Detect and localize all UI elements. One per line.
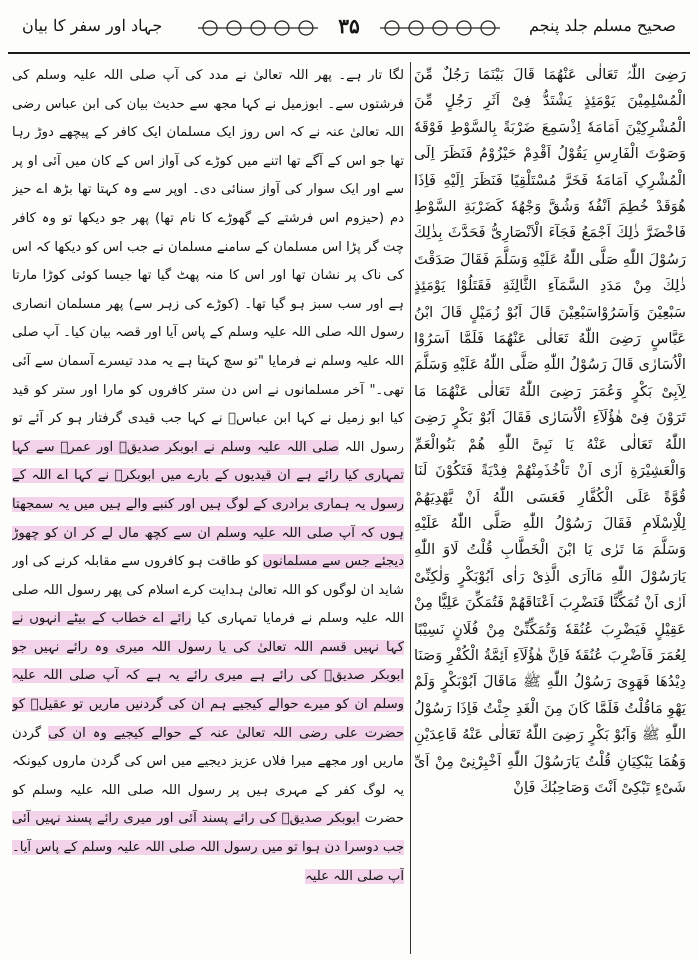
page-header [8,6,690,54]
urdu-column [12,62,404,954]
book-volume-title: صحیح مسلم جلد پنجم [529,16,676,35]
urdu-paragraph: لگا تار ہے۔ پھر اللہ تعالیٰ نے مدد کی آپ صلی اللہ علیہ وسلم کی فرشتوں سے۔ ابوزمیل نے کہا مجھ سے حدیث بیان کی ابن عباس رضی اللہ تعالیٰ عنہ نے کہ اس روز ایک مسلمان ایک کافر کے پیچھے دوڑ رہا تھا جو اس کے آگے تھا اتنے میں کوڑے کی آواز اس کے کان میں آئی او پر سے اور ایک سوار کی آواز سنائی دی۔ اوپر سے وہ کہتا تھا بڑھ اے حیز دم (حیزوم اس فرشتے کے گھوڑے کا نام تھا) پھر جو دیکھا تو وہ کافر چت گر پڑا اس مسلمان کے سامنے مسلمان نے جب اس کو دیکھا کہ اس کی ناک پر نشان تھا اور اس کا منہ پھٹ گیا تھا جیسا کوئی کوڑا مارتا ہے اور سب سبز ہو گیا تھا۔ (کوڑے کی زہر سے) پھر مسلمان انصاری رسول اللہ صلی اللہ علیہ وسلم کے پاس آیا اور قصہ بیان کیا۔ آپ صلی اللہ علیہ وسلم نے فرمایا "تو سچ کہتا ہے یہ مدد تیسرے آسمان سے آئی تھی۔" آخر مسلمانوں نے اس دن ستر کافروں کو مارا اور ستر کو قید کیا ابو زمیل نے کہا ابن عباسؓ نے کہا جب قیدی گرفتار ہو کر آئے تو رسول اللہ [12,68,404,455]
highlighted-passage: صلی اللہ علیہ وسلم نے ابوبکر صدیقؓ اور عمرؓ سے کہا تمہاری کیا رائے ہے ان قیدیوں کے بارے میں ابوبکرؓ نے کہا اے اللہ کے رسول یہ ہماری برادری کے لوگ ہیں اور کنبے والے ہیں میں یہ سمجھتا ہوں کہ آپ صلی اللہ علیہ وسلم ان سے کچھ مال لے کر ان کو چھوڑ دیجئے جس سے مسلمانوں [12,439,404,570]
page-number: ۳۵ [338,14,360,38]
highlighted-passage: ابوبکر صدیقؓ کی رائے پسند آئی اور میری رائے پسند نہیں آئی جب دوسرا دن ہوا تو میں رسول اللہ صلی اللہ علیہ وسلم کے پاس آیا۔ آپ صلی اللہ علیہ [12,811,404,884]
urdu-translation [12,62,404,891]
decorative-ornament-icon [198,12,318,44]
column-divider [410,62,411,954]
text-columns [8,62,690,954]
chapter-title: جہاد اور سفر کا بیان [22,16,163,35]
urdu-paragraph: کو طاقت ہو کافروں سے مقابلہ کرنے کی اور شاید ان لوگوں کو اللہ تعالیٰ ہدایت کرے اسلام کی پھر رسول اللہ صلی اللہ علیہ وسلم نے فرمایا تمہاری کیا [12,554,404,627]
arabic-hadith-text: رَضِیَ اللّٰہُ تَعَالٰی عَنْھُمَا قَالَ بَیْنَمَا رَجُلٌ مِّنَ الْمُسْلِمِیْنَ یَوْمَئِذٍ یَشْتَدُّ فِیْ اَثَرِ رَجُلٍ مِّنَ الْمُشْرِکِیْنَ اَمَامَهٗ اِذْسَمِعَ ضَرْبَةً بِالسَّوْطِ فَوْقَهٗ وَصَوْتَ الْفَارِسِ یَقُوْلُ اَقْدِمْ حَیْزُوْمُ فَنَظَرَ اِلَی الْمُشْرِکِ اَمَامَهٗ فَخَرَّ مُسْتَلْقِیًا فَنَظَرَ اِلَیْهِ فَاِذَا هُوَقَدْ خُطِمَ اَنْفُهٗ وَشُقَّ وَجْهُهٗ کَضَرْبَةِ السَّوْطِ فَاخْضَرَّ ذٰلِكَ اَجْمَعُ فَجَآءَ الْاَنْصَارِیُّ فَحَدَّثَ بِذٰلِكَ رَسُوْلَ اللّٰهِ صَلَّی اللّٰهُ عَلَیْهِ وَسَلَّمَ فَقَالَ صَدَقْتَ ذٰلِكَ مِنْ مَدَدِ السَّمَآءِ الثَّالِثَةِ فَقَتَلُوْا یَوْمَئِذٍ سَبْعِیْنَ وَاَسَرُوْاسَبْعِیْنَ قَالَ اَبُوْ زُمَیْلٍ قَالَ ابْنُ عَبَّاسٍ رَضِیَ اللّٰهُ تَعَالٰی عَنْهُمَا فَلَمَّا اَسَرُوْا الْاُسَارٰی قَالَ رَسُوْلُ اللّٰهِ صَلَّی اللّٰهُ عَلَیْهِ وَسَلَّمَ لِاَبِیْ بَکْرٍ وَعُمَرَ رَضِیَ اللّٰهُ تَعَالٰی عَنْهُمَا مَا تَرَوْنَ فِیْ هٰؤُلَآءِ الْاُسَارٰی فَقَالَ اَبُوْ بَکْرٍ رَضِیَ اللّٰهُ تَعَالٰی عَنْهُ یَا نَبِیَّ اللّٰهِ هُمْ بَنُوالْعَمِّ وَالْعَشِیْرَةِ اَرٰی اَنْ تَاْخُذَمِنْهُمْ فِدْیَةً فَتَکُوْنَ لَنَا قُوَّةً عَلَی الْکُفَّارِ فَعَسَی اللّٰهُ اَنْ یَّهْدِیَهُمْ لِلْاِسْلَامِ فَقَالَ رَسُوْلُ اللّٰهِ صَلَّی اللّٰهُ عَلَیْهِ وَسَلَّمَ مَا تَرٰی یَا ابْنَ الْخَطَّابِ قُلْتُ لَاوَ اللّٰهِ یَارَسُوْلَ اللّٰهِ مَااَرَی الَّذِیْ رَاٰی اَبُوْبَکْرٍ وَلٰکِنِّیْ اَرٰی اَنْ تُمَکِّنَّا فَنَضْرِبَ اَعْنَاقَهُمْ فَتُمَکِّنَ عَلِیًّا مِنْ عَقِیْلٍ فَیَضْرِبَ عُنُقَهٗ وَتُمَکِّنِّیْ مِنْ فُلَانٍ نَسِیْبًا لِعُمَرَ فَاَضْرِبَ عُنُقَهٗ فَاِنَّ هٰؤُلَآءِ اَئِمَّةُ الْکُفْرِ وَصَنَا دِیْدُهَا فَهَوِیَ رَسُوْلُ اللّٰهِ ﷺ مَاقَالَ اَبُوْبَکْرٍ وَلَمْ یَهْوِ مَاقُلْتُ فَلَمَّا کَانَ مِنَ الْغَدِ جِئْتُ فَاِذَا رَسُوْلُ اللّٰهِ ﷺ وَاَبُوْ بَکْرٍ رَضِیَ اللّٰهُ تَعَالٰی عَنْهُ قَاعِدَیْنِ وَهُمَا یَبْکِیَانِ قُلْتُ یَارَسُوْلَ اللّٰهِ اَخْبِرْنِیْ مِنْ اَیِّ شَیْءٍ تَبْکِیْ اَنْتَ وَصَاحِبُكَ فَاِنْ [414,66,686,796]
urdu-paragraph: گردن ماریں اور مجھے میرا فلاں عزیز دیجیے میں اس کی گردن ماروں کیونکہ یہ لوگ کفر کے مہری ہیں پر رسول اللہ صلی اللہ علیہ وسلم کو حضرت [12,725,404,827]
highlighted-passage: رائے اے خطاب کے بیٹے انہوں نے کہا نہیں قسم اللہ تعالیٰ کی یا رسول اللہ میری وہ رائے نہیں جو ابوبکر صدیقؓ کی رائے ہے میری رائے یہ ہے کہ آپ صلی اللہ علیہ وسلم ان کو میرے حوالے کیجیے ہم ان کی گردنیں ماریں تو عقیلؓ کو حضرت علی رضی اللہ تعالیٰ عنہ کے حوالے کیجیے وہ ان کی [12,611,404,741]
arabic-column [414,62,686,954]
book-page [8,6,690,954]
